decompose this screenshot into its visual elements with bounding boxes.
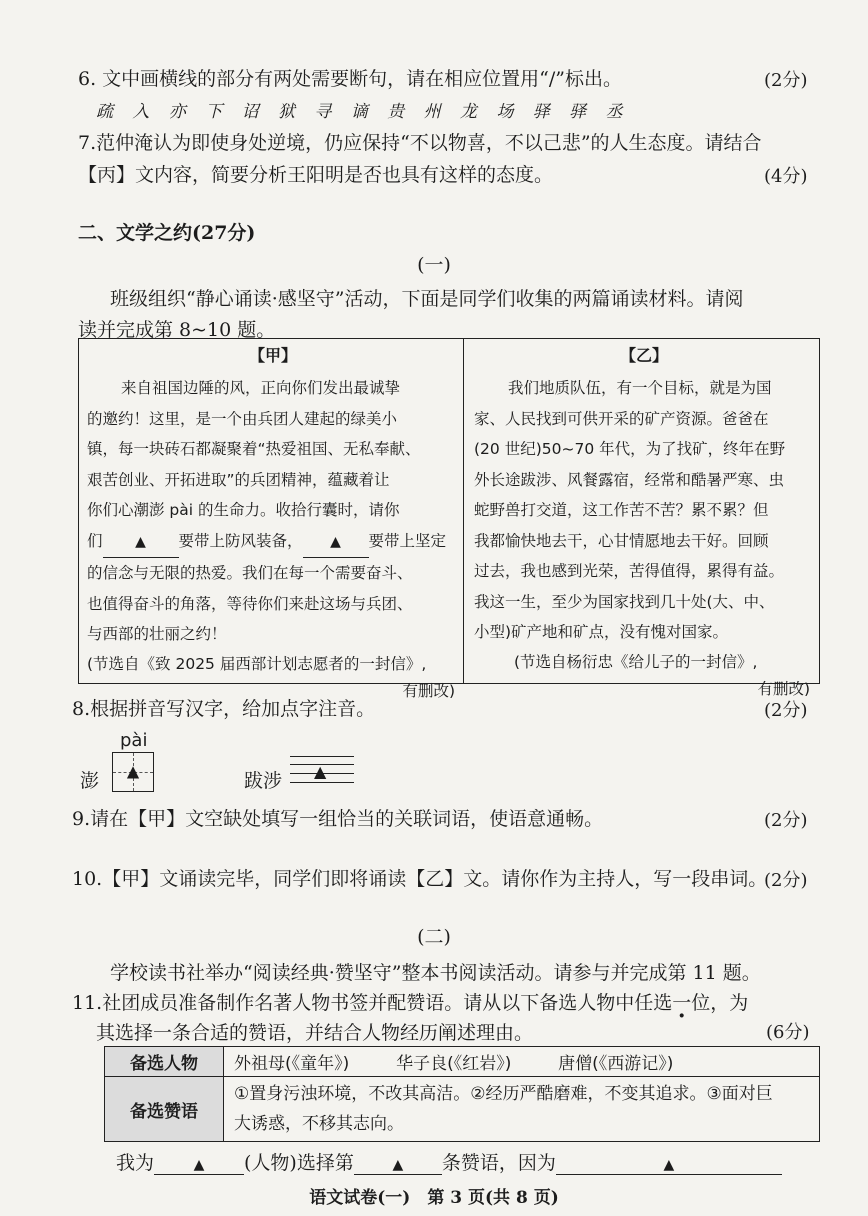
jia-line: 也值得奋斗的角落，等待你们来赴这场与兵团、 (87, 594, 413, 613)
intro-line1: 班级组织“静心诵读·感坚守”活动，下面是同学们收集的两篇诵读材料。请阅 (110, 288, 744, 310)
q6-points: (2分) (764, 70, 808, 91)
yi-line: 我都愉快地去干，心甘情愿地去干好。回顾 (474, 531, 769, 550)
q11-line2: 其选择一条合适的赞语，并结合人物经历阐述理由。 (96, 1022, 534, 1044)
answer-mid: (人物)选择第 (244, 1152, 354, 1174)
answer-blank-number[interactable] (354, 1152, 442, 1175)
passage-jia-title: 【甲】 (248, 346, 297, 365)
answer-suffix: 条赞语，因为 (441, 1152, 556, 1174)
jia-line: 艰苦创业、开拓进取”的兵团精神，蕴藏着让 (87, 470, 390, 489)
q8-pinyin-lines[interactable] (290, 756, 354, 782)
q8-points: (2分) (764, 700, 808, 721)
q11-line1-a: 11.社团成员准备制作名著人物书签并配赞语。请从以下备选人物中任 (72, 992, 654, 1014)
yi-line: 家、人民找到可供开采的矿产资源。爸爸在 (474, 409, 769, 428)
jia-line: 们 (87, 531, 103, 550)
section-title: 二、文学之约(27分) (78, 222, 256, 244)
q11-points: (6分) (766, 1022, 810, 1043)
blank-2[interactable] (303, 526, 369, 559)
jia-line: 来自祖国边陲的风，正向你们发出最诚挚 (121, 379, 401, 397)
jia-line: 的信念与无限的热爱。我们在每一个需要奋斗、 (87, 564, 413, 582)
part2-label: (二) (417, 926, 451, 948)
candidate-option: 唐僧(《西游记》) (558, 1054, 674, 1074)
q10-points: (2分) (764, 870, 808, 891)
q11-line1-c: ，为 (710, 992, 749, 1014)
q9-points: (2分) (764, 810, 808, 831)
jia-line: 镇，每一块砖石都凝聚着“热爱祖国、无私奉献、 (87, 440, 421, 458)
answer-blank-reason[interactable] (556, 1152, 782, 1175)
jia-line: 你们心潮澎 pài 的生命力。收拾行囊时，请你 (87, 501, 400, 519)
pinyin-line (290, 782, 354, 783)
blank-marker-icon: ▲ (330, 533, 341, 550)
candidate-option: 华子良(《红岩》) (396, 1054, 512, 1074)
yi-line: 我这一生，至少为国家找到几十处(大、中、 (474, 592, 775, 611)
jia-source-2: 有删改) (402, 681, 455, 700)
praise-cell (224, 1077, 820, 1142)
blank-1[interactable] (103, 526, 179, 559)
jia-blank-line (87, 526, 459, 559)
part1-label: (一) (417, 254, 451, 276)
q6-sentence: 疏 入 亦 下 诏 狱 寻 谪 贵 州 龙 场 驿 驿 丞 (96, 102, 630, 122)
blank-marker-icon: ▲ (135, 533, 146, 550)
q9-text: 9.请在【甲】文空缺处填写一组恰当的关联词语，使语意通畅。 (72, 808, 604, 830)
q7-points: (4分) (764, 166, 808, 187)
passage-jia (87, 339, 459, 704)
jia-line: 与西部的壮丽之约！ (87, 625, 227, 643)
q8-word1: 澎 (80, 770, 100, 792)
q8-char-box[interactable] (112, 752, 154, 792)
q8-pinyin: pài (120, 730, 148, 751)
table-header-praise: 备选赞语 (105, 1077, 224, 1142)
yi-line: 蛇野兽打交道，这工作苦不苦？累不累？但 (474, 501, 769, 519)
praise-line: 大诱惑，不移其志向。 (234, 1114, 404, 1134)
passage-table (78, 338, 820, 700)
part2-intro: 学校读书社举办“阅读经典·赞坚守”整本书阅读活动。请参与并完成第 11 题。 (110, 962, 761, 984)
yi-line: 我们地质队伍，有一个目标，就是为国 (508, 379, 772, 397)
blank-marker-icon: ▲ (392, 1157, 404, 1173)
yi-source: (节选自杨衍忠《给儿子的一封信》, (514, 652, 758, 671)
intro-line2: 读并完成第 8~10 题。 (78, 319, 276, 341)
q11-table (104, 1046, 820, 1142)
passage-divider (463, 339, 464, 683)
yi-line: 小型)矿产地和矿点，没有愧对国家。 (474, 623, 729, 641)
yi-line: (20 世纪)50~70 年代，为了找矿，终年在野 (474, 440, 786, 458)
blank-marker-icon: ▲ (663, 1157, 675, 1173)
jia-source: (节选自《致 2025 届西部计划志愿者的一封信》, (87, 654, 427, 673)
candidates-cell (224, 1047, 820, 1077)
yi-line: 外长途跋涉、风餐露宿，经常和酷暑严寒、虫 (474, 470, 785, 489)
q11-answer-row (116, 1148, 782, 1175)
jia-blank-text-end: 要带上坚定 (368, 531, 447, 550)
passage-yi-title: 【乙】 (619, 346, 668, 365)
jia-line: 的邀约！这里，是一个由兵团人建起的绿美小 (87, 409, 398, 428)
answer-blank-person[interactable] (154, 1152, 244, 1175)
blank-marker-icon: ▲ (126, 761, 140, 781)
blank-marker-icon: ▲ (193, 1157, 205, 1173)
q8-word2: 跋涉 (244, 770, 283, 792)
yi-line: 过去，我也感到光荣，苦得值得，累得有益。 (474, 562, 785, 580)
pinyin-line (290, 756, 354, 757)
candidate-option: 外祖母(《童年》) (234, 1054, 350, 1074)
page-footer: 语文试卷(一) 第 3 页(共 8 页) (309, 1188, 559, 1208)
q7-line1: 7.范仲淹认为即使身处逆境，仍应保持“不以物喜，不以己悲”的人生态度。请结合 (78, 132, 762, 154)
answer-prefix: 我为 (116, 1152, 155, 1174)
q11-emphasis: 选一位 (653, 992, 711, 1014)
q8-text: 8.根据拼音写汉字，给加点字注音。 (72, 698, 376, 720)
blank-marker-icon: ▲ (314, 762, 327, 781)
passage-yi (474, 339, 814, 702)
yi-source-2: 有删改) (757, 679, 810, 698)
jia-blank-text-mid: 要带上防风装备， (178, 531, 303, 550)
q6-text: 6. 文中画横线的部分有两处需要断句，请在相应位置用“/”标出。 (78, 68, 622, 90)
q7-line2: 【丙】文内容，简要分析王阳明是否也具有这样的态度。 (78, 164, 554, 186)
table-header-candidates: 备选人物 (105, 1047, 224, 1077)
praise-line: ①置身污浊环境，不改其高洁。②经历严酷磨难，不变其追求。③面对巨 (234, 1084, 773, 1104)
q10-text: 10.【甲】文诵读完毕，同学们即将诵读【乙】文。请你作为主持人，写一段串词。 (72, 868, 768, 890)
q11-line1 (72, 988, 748, 1015)
